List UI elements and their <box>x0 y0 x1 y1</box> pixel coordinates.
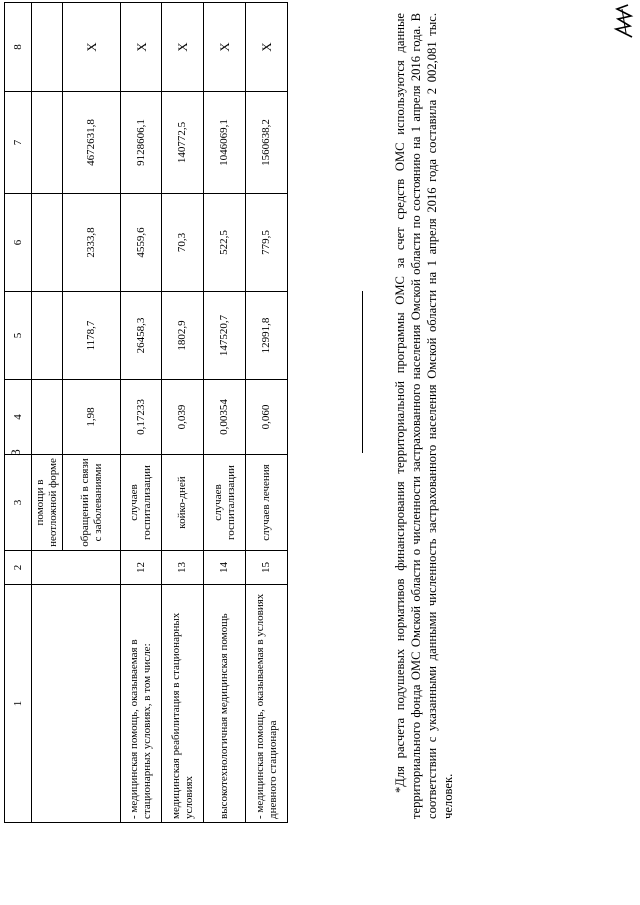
financing-table <box>4 2 288 823</box>
row-number: 13 <box>162 551 204 585</box>
page-number: 3 <box>8 449 23 456</box>
value-cell <box>32 292 63 380</box>
cost-cell: 147520,7 <box>204 292 246 380</box>
signature-mark <box>612 1 636 39</box>
table-row <box>246 3 288 823</box>
norm-cell: 0,060 <box>246 380 288 455</box>
cost-cell: 26458,3 <box>121 292 162 380</box>
row-description: медицинская реабилитация в стационарных условиях <box>162 585 204 823</box>
per-capita-cell: 2333,8 <box>63 194 121 292</box>
table-header-row <box>5 3 32 823</box>
cost-cell: 1802,9 <box>162 292 204 380</box>
unit-cell: койко-дней <box>162 455 204 551</box>
x-mark-cell: X <box>63 3 121 92</box>
x-mark-cell: X <box>121 3 162 92</box>
norm-cell: 0,17233 <box>121 380 162 455</box>
total-cell: 9128606,1 <box>121 92 162 194</box>
total-cell: 140772,5 <box>162 92 204 194</box>
total-cell: 1560638,2 <box>246 92 288 194</box>
x-mark-cell: X <box>246 3 288 92</box>
total-cell: 1046069,1 <box>204 92 246 194</box>
header-cell: 5 <box>5 292 32 380</box>
unit-cell: случаев госпитализации <box>204 455 246 551</box>
per-capita-cell: 4559,6 <box>121 194 162 292</box>
row-number: 12 <box>121 551 162 585</box>
unit-cell: обращений в связи с заболеваниями <box>63 455 121 551</box>
header-cell: 4 <box>5 380 32 455</box>
per-capita-cell: 70,3 <box>162 194 204 292</box>
header-cell: 3 <box>5 455 32 551</box>
table-row <box>162 3 204 823</box>
header-cell: 2 <box>5 551 32 585</box>
x-mark-cell: X <box>204 3 246 92</box>
row-number <box>32 551 121 585</box>
value-cell <box>32 92 63 194</box>
norm-cell: 0,039 <box>162 380 204 455</box>
header-cell: 7 <box>5 92 32 194</box>
norm-cell: 1,98 <box>63 380 121 455</box>
row-description: - медицинская помощь, оказываемая в условиях дневного стационара <box>246 585 288 823</box>
table-row <box>32 3 63 823</box>
cost-cell: 12991,8 <box>246 292 288 380</box>
header-cell: 8 <box>5 3 32 92</box>
value-cell <box>32 380 63 455</box>
header-cell: 6 <box>5 194 32 292</box>
unit-cell: случаев лечения <box>246 455 288 551</box>
unit-cell: помощи в неотложной форме <box>32 455 63 551</box>
row-description: высокотехнологичная медицинская помощь <box>204 585 246 823</box>
row-description <box>32 585 121 823</box>
footnote-divider <box>362 291 363 453</box>
row-number: 15 <box>246 551 288 585</box>
table-row <box>121 3 162 823</box>
header-cell: 1 <box>5 585 32 823</box>
value-cell <box>32 194 63 292</box>
footnote-text: *Для расчета подушевых нормативов финансирования территориальной программы ОМС за счет средств ОМС используются данные территориального фонда ОМС Омской области о численности застрахованного населения Омской области по состоянию на 1 апреля 2016 года. В соответствии с указанными данными численность застрахованного населения Омской области на 1 апреля 2016 года составила 2 002,081 тыс. человек. <box>393 13 455 819</box>
row-description: - медицинская помощь, оказываемая в стационарных условиях, в том числе: <box>121 585 162 823</box>
value-cell <box>32 3 63 92</box>
table-row <box>204 3 246 823</box>
unit-cell: случаев госпитализации <box>121 455 162 551</box>
per-capita-cell: 779,5 <box>246 194 288 292</box>
cost-cell: 1178,7 <box>63 292 121 380</box>
x-mark-cell: X <box>162 3 204 92</box>
per-capita-cell: 522,5 <box>204 194 246 292</box>
norm-cell: 0,00354 <box>204 380 246 455</box>
row-number: 14 <box>204 551 246 585</box>
total-cell: 4672631,8 <box>63 92 121 194</box>
